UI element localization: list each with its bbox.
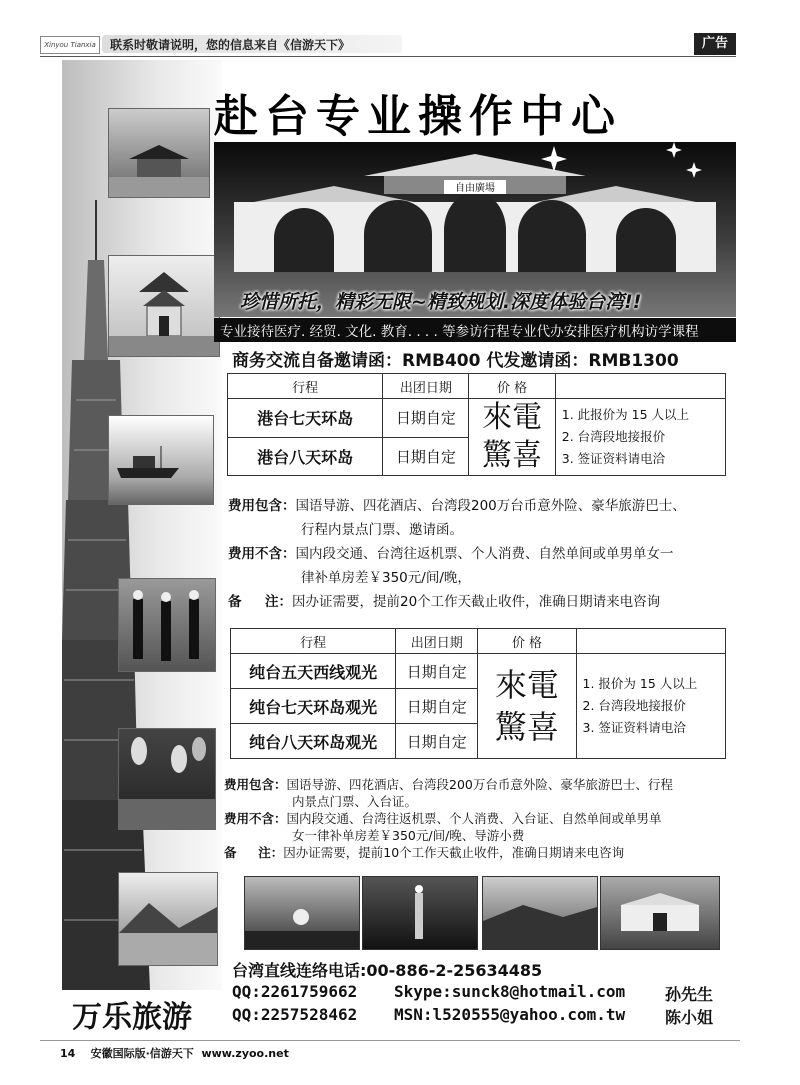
scenic-photo-2: [362, 876, 478, 950]
inclusion-label: 费用包含：: [224, 777, 287, 792]
exclusion-label: 费用不含：: [224, 811, 287, 826]
fee-block-1: [228, 494, 738, 614]
route-cell: 港台八天环岛: [228, 437, 383, 476]
date-cell: 日期自定: [383, 437, 469, 476]
tour-table-taiwan-only: [230, 628, 726, 759]
notes-cell: [576, 654, 725, 759]
page-title: 赴台专业操作中心: [214, 91, 622, 142]
agency-brand: 万乐旅游: [72, 1000, 192, 1035]
flower-icon: [245, 877, 359, 949]
col-header-notes: [576, 629, 725, 654]
contact-im: Skype:sunck8@hotmail.com: [394, 982, 626, 1001]
note-item: 1. 报价为 15 人以上: [582, 676, 698, 691]
exclusion-label: 费用不含：: [228, 546, 296, 562]
date-cell: 日期自定: [396, 654, 478, 689]
gate-icon: [601, 877, 719, 949]
memorial-hall-icon: [109, 256, 219, 356]
palace-museum-photo: [108, 108, 210, 198]
table-header-row: [228, 374, 726, 399]
table-row: [228, 399, 726, 438]
invitation-price-line: 商务交流自备邀请函：RMB400 代发邀请函：RMB1300: [232, 351, 679, 371]
exclusion-text: 国内段交通、台湾往返机票、个人消费、自然单间或单男单女一: [295, 546, 674, 562]
harbor-ship-photo: [108, 415, 214, 505]
page-header: [40, 34, 736, 57]
note-item: 2. 台湾段地接报价: [561, 429, 666, 444]
palace-museum-icon: [109, 109, 209, 197]
header-notice: 联系时敬请说明，您的信息来自《信游天下》: [110, 38, 351, 52]
scenic-photo-4: [600, 876, 720, 950]
night-market-photo: [118, 728, 216, 830]
ship-icon: [109, 416, 213, 504]
ad-label: 广告: [694, 33, 736, 55]
contact-person: 陈小姐: [665, 1008, 714, 1027]
col-header-route: 行程: [228, 374, 383, 399]
note-item: 1. 此报价为 15 人以上: [561, 407, 690, 422]
col-header-route: 行程: [231, 629, 396, 654]
price-cell: [469, 399, 555, 476]
exclusion-text-cont: 女一律补单房差￥350元/间/晚、导游小费: [292, 828, 525, 843]
exclusion-text: 国内段交通、台湾往返机票、个人消费、入台证、自然单间或单男单: [286, 811, 662, 826]
inclusion-label: 费用包含：: [228, 498, 296, 514]
route-cell: 纯台五天西线观光: [231, 654, 396, 689]
lake-mountain-photo: [118, 872, 218, 966]
note-item: 2. 台湾段地接报价: [582, 698, 686, 713]
service-bar-text: 专业接待医疗. 经贸. 文化. 教育. . . . 等参访行程专业代办安排医疗机构访学课程: [220, 324, 699, 340]
tour-table-hk-taiwan: [227, 373, 726, 476]
col-header-date: 出团日期: [396, 629, 478, 654]
remark-label: 备 注：: [224, 845, 284, 860]
col-header-notes: [555, 374, 725, 399]
honor-guard-photo: [118, 578, 216, 672]
col-header-price: 价 格: [469, 374, 555, 399]
contact-row: [232, 1005, 357, 1024]
price-line-1: 來電: [482, 400, 543, 435]
remark-text: 因办证需要，提前20个工作天截止收件，准确日期请来电咨询: [292, 594, 661, 610]
notes-cell: [555, 399, 725, 476]
route-cell: 港台七天环岛: [228, 399, 383, 438]
note-item: 3. 签证资料请电洽: [582, 720, 686, 735]
scenic-photo-3: [482, 876, 598, 950]
inclusion-text-cont: 行程内景点门票、邀请函。: [301, 522, 463, 538]
tower-night-icon: [363, 877, 477, 949]
contact-person: 孙先生: [665, 985, 714, 1004]
honor-guard-icon: [119, 579, 215, 671]
table-header-row: [231, 629, 726, 654]
date-cell: 日期自定: [396, 689, 478, 724]
price-line-1: 來電: [494, 666, 559, 704]
contact-row: [232, 982, 357, 1001]
remark-label: 备 注：: [228, 594, 292, 610]
price-cell: [478, 654, 576, 759]
mountain-icon: [119, 873, 217, 965]
col-header-date: 出团日期: [383, 374, 469, 399]
price-line-2: 驚喜: [494, 708, 559, 746]
note-item: 3. 签证资料请电洽: [561, 451, 666, 466]
date-cell: 日期自定: [383, 399, 469, 438]
table-row: [231, 654, 726, 689]
price-line-2: 驚喜: [482, 438, 543, 473]
col-header-price: 价 格: [478, 629, 576, 654]
memorial-hall-photo: [108, 255, 220, 357]
coast-icon: [483, 877, 597, 949]
contact-im: MSN:l520555@yahoo.com.tw: [394, 1005, 626, 1024]
route-cell: 纯台七天环岛观光: [231, 689, 396, 724]
fee-block-2: [224, 776, 736, 861]
magazine-logo: Xinyou Tianxia: [40, 36, 100, 54]
banner-slogan: 珍惜所托，精彩无限~精致规划.深度体验台湾!!: [240, 291, 642, 313]
inclusion-text: 国语导游、四花酒店、台湾段200万台币意外险、豪华旅游巴士、: [295, 498, 686, 514]
page-footer: 14 安徽国际版·信游天下 www.zyoo.net: [60, 1047, 289, 1060]
route-cell: 纯台八天环岛观光: [231, 724, 396, 759]
taiwan-phone-line: 台湾直线连络电话:00-886-2-25634485: [232, 961, 543, 980]
remark-text: 因办证需要，提前10个工作天截止收件，准确日期请来电咨询: [283, 845, 625, 860]
gate-plaque: 自由廣場: [455, 183, 495, 194]
inclusion-text: 国语导游、四花酒店、台湾段200万台币意外险、豪华旅游巴士、行程: [286, 777, 673, 792]
scenic-photo-1: [244, 876, 360, 950]
exclusion-text-cont: 律补单房差￥350元/间/晚，: [301, 570, 471, 586]
footer-divider: [40, 1040, 740, 1041]
qq-number: QQ:2261759662: [232, 982, 358, 1001]
date-cell: 日期自定: [396, 724, 478, 759]
inclusion-text-cont: 内景点门票、入台证。: [292, 794, 418, 809]
qq-number: QQ:2257528462: [232, 1005, 358, 1024]
lantern-icon: [119, 729, 215, 829]
